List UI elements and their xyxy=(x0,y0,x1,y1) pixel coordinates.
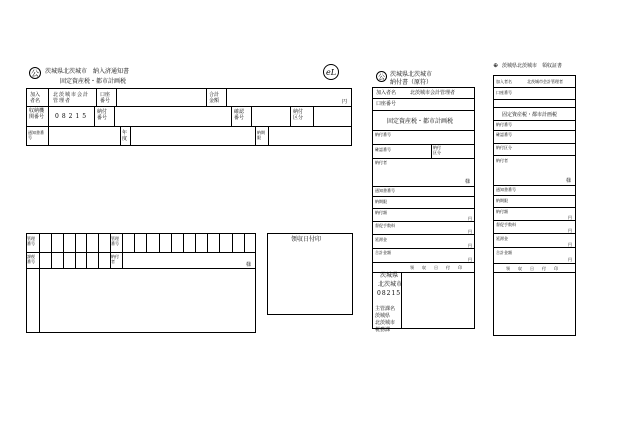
r1-agency-line-2: 北茨城市 xyxy=(375,320,396,326)
grid-cell-divider xyxy=(98,233,99,252)
year-label: 年度 xyxy=(122,130,128,142)
r2-confirm-label: 確認番号 xyxy=(496,132,512,137)
r2-header: 茨城県北茨城市 領収証書 xyxy=(502,63,563,69)
total-label: 合計金額 xyxy=(209,92,220,104)
r1-sama: 様 xyxy=(465,179,471,185)
receipt1-seal-icon: 公 xyxy=(378,73,385,81)
account-label: 口座番号 xyxy=(100,92,111,104)
r2-category-label: 納付区分 xyxy=(496,145,512,150)
grid-mid-label-b: 納付者 xyxy=(111,254,119,264)
r1-period-label: 納期限 xyxy=(375,199,387,204)
grid-label-top: 管理番号 xyxy=(27,236,35,246)
grid-cell-divider xyxy=(219,233,220,252)
period-label: 納期限 xyxy=(257,130,265,140)
r1-payer-label: 納付者 xyxy=(375,160,387,165)
r1-late-fee-label: 延滞金 xyxy=(375,237,387,242)
grid-cell-divider xyxy=(98,252,99,268)
el-logo-icon: eL xyxy=(323,64,339,80)
grid-cell-divider xyxy=(51,233,52,252)
r2-amount-label: 納付額 xyxy=(496,209,508,214)
notice-lower-grid xyxy=(26,233,256,333)
r1-office-line-1: 北茨城市 xyxy=(378,281,403,288)
grid-cell-divider xyxy=(159,233,160,252)
confirm-number-label: 確認番号 xyxy=(234,109,245,121)
kanyu-label: 加入者名 xyxy=(30,92,41,104)
r1-fee-yen: 円 xyxy=(468,229,472,234)
r1-total-label: 合計金額 xyxy=(375,250,391,255)
r1-account-label: 口座番号 xyxy=(376,101,397,107)
r2-account-label: 口座番号 xyxy=(496,90,512,95)
receipt1-subtitle: 納付書（原符） xyxy=(390,79,433,86)
grid-cell-divider xyxy=(86,252,87,268)
r2-payer-label: 納付者 xyxy=(496,158,508,163)
r2-payee: 北茨城市会計管理者 xyxy=(527,79,563,84)
grid-cell-divider xyxy=(75,233,76,252)
r1-amount-yen: 円 xyxy=(468,216,472,221)
r1-office-line-0: 茨城県 xyxy=(380,272,399,279)
r2-total-label: 合計金額 xyxy=(496,250,512,255)
grid-cell-divider xyxy=(63,252,64,268)
notice-title: 茨城県北茨城市 納入済通知書 xyxy=(45,68,130,75)
grid-label-bottom: 課税番号 xyxy=(27,254,35,264)
institution-label: 収納機関番号 xyxy=(29,108,45,120)
grid-cell-divider xyxy=(244,233,245,252)
yen-label: 円 xyxy=(342,99,348,105)
notice-subtitle: 固定資産税・都市計画税 xyxy=(60,78,127,85)
r2-period-label: 納期限 xyxy=(496,198,508,203)
receipt1-title: 茨城県北茨城市 xyxy=(390,71,433,78)
r1-total-yen: 円 xyxy=(468,257,472,262)
r2-tax-name: 固定資産税・都市計画税 xyxy=(502,112,558,118)
r1-late-fee-yen: 円 xyxy=(468,243,472,248)
city-seal-icon: 公 xyxy=(31,69,39,78)
grid-cell-divider xyxy=(171,233,172,252)
category-label: 納付区分 xyxy=(293,109,304,121)
r2-kanyu-label: 加入者名 xyxy=(496,79,512,84)
r1-agency-line-1: 茨城県 xyxy=(375,313,391,319)
r1-notice-no-label: 通知書番号 xyxy=(375,188,395,193)
r2-late-fee-yen: 円 xyxy=(568,242,572,247)
r2-fee-yen: 円 xyxy=(568,228,572,233)
receipt-stamp-box xyxy=(267,233,353,315)
grid-cell-divider xyxy=(134,233,135,252)
grid-mid-label-a: 管理番号 xyxy=(111,236,119,246)
r1-tax-name: 固定資産税・都市計画税 xyxy=(387,118,454,125)
notice-sama: 様 xyxy=(246,262,252,268)
r2-total-yen: 円 xyxy=(568,257,572,262)
grid-cell-divider xyxy=(183,233,184,252)
r1-kanyu-label: 加入者名 xyxy=(376,90,397,96)
r1-tax-number-label: 納付番号 xyxy=(375,132,391,137)
r2-tax-number-label: 納付番号 xyxy=(496,122,512,127)
r1-stamp-row: 領 収 日 付 印 xyxy=(410,265,464,270)
stamp-label: 領収日付印 xyxy=(291,236,322,243)
r1-amount-label: 納付額 xyxy=(375,210,387,215)
r2-header-icon: ⊕ xyxy=(493,62,499,69)
grid-cell-divider xyxy=(232,233,233,252)
r2-notice-no-label: 通知書番号 xyxy=(496,187,516,192)
r1-category-label: 納付区分 xyxy=(433,145,441,155)
r1-confirm-label: 確認番号 xyxy=(375,147,391,152)
grid-cell-divider xyxy=(75,252,76,268)
grid-cell-divider xyxy=(51,252,52,268)
grid-cell-divider xyxy=(86,233,87,252)
r2-fee-label: 督促手数料 xyxy=(496,222,516,227)
tax-number-label: 納付番号 xyxy=(97,109,108,121)
r2-stamp-row: 領 収 日 付 印 xyxy=(506,266,560,271)
r2-amount-yen: 円 xyxy=(568,215,572,220)
r2-late-fee-label: 延滞金 xyxy=(496,236,508,241)
notice-number-label: 通知書番号 xyxy=(28,130,44,140)
r1-agency-line-3: 税務課 xyxy=(375,327,391,333)
r1-fee-label: 督促手数料 xyxy=(375,223,395,228)
institution-code: 08215 xyxy=(55,113,90,120)
r1-office-line-2: 08215 xyxy=(377,290,402,297)
grid-cell-divider xyxy=(195,233,196,252)
grid-cell-divider xyxy=(63,233,64,252)
grid-cell-divider xyxy=(146,233,147,252)
r2-sama: 様 xyxy=(566,178,572,184)
grid-cell-divider xyxy=(207,233,208,252)
r1-agency-line-0: 主管課名 xyxy=(375,306,396,312)
r1-payee: 北茨城市会計管理者 xyxy=(410,90,456,96)
payee-name: 北茨城市会計管理者 xyxy=(53,92,90,104)
